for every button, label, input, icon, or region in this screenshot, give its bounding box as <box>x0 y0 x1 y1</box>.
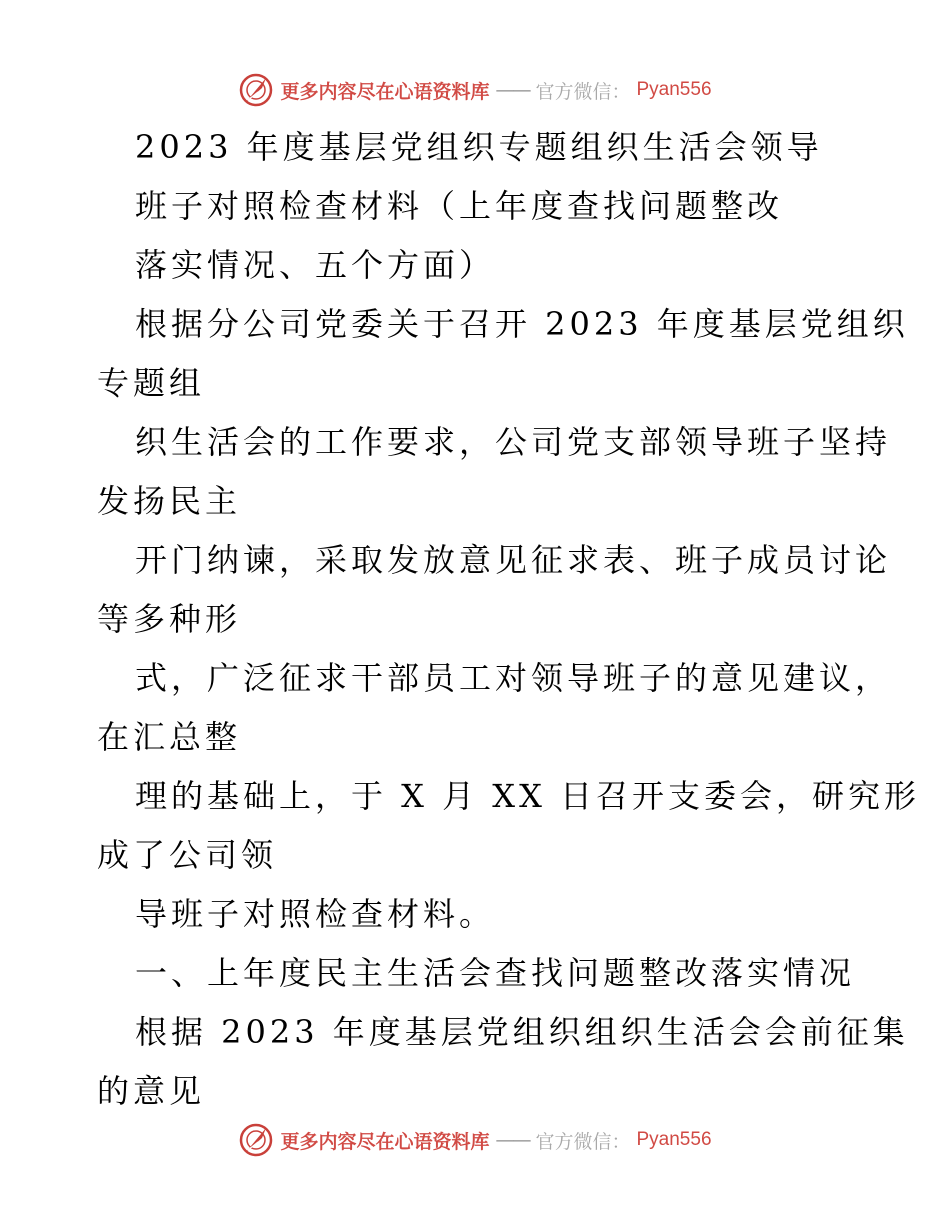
watermark-wechat-id: Pyan556 <box>636 1129 712 1150</box>
body-line: 专题组 <box>97 364 206 402</box>
title-line: 班子对照检查材料（上年度查找问题整改 <box>135 187 784 225</box>
body-line: 导班子对照检查材料。 <box>135 895 496 933</box>
watermark-label: 官方微信： <box>535 80 631 103</box>
body-line: 理的基础上，于 X 月 XX 日召开支委会，研究形 <box>135 777 921 815</box>
body-line: 成了公司领 <box>97 836 278 874</box>
watermark-brand-text: 更多内容尽在心语资料库 <box>280 1130 490 1153</box>
watermark-label: 官方微信： <box>535 1130 631 1153</box>
watermark-brand-text: 更多内容尽在心语资料库 <box>280 80 490 103</box>
body-line: 织生活会的工作要求，公司党支部领导班子坚持 <box>135 423 892 461</box>
watermark-wechat-id: Pyan556 <box>636 79 712 100</box>
body-line: 发扬民主 <box>97 482 242 520</box>
footer-watermark <box>0 1120 950 1160</box>
body-line: 根据分公司党委关于召开 2023 年度基层党组织 <box>135 305 909 343</box>
body-line: 根据 2023 年度基层党组织组织生活会会前征集 <box>135 1013 909 1051</box>
title-line: 落实情况、五个方面） <box>135 246 496 284</box>
body-line: 的意见 <box>97 1072 206 1110</box>
body-line: 开门纳谏，采取发放意见征求表、班子成员讨论 <box>135 541 892 579</box>
title-line: 2023 年度基层党组织专题组织生活会领导 <box>135 128 823 166</box>
body-line: 在汇总整 <box>97 718 242 756</box>
quill-seal-icon <box>238 1122 274 1158</box>
body-line: 等多种形 <box>97 600 242 638</box>
watermark-separator: —— <box>495 79 530 101</box>
body-line: 式，广泛征求干部员工对领导班子的意见建议， <box>135 659 892 697</box>
watermark-separator: —— <box>495 1129 530 1151</box>
section-heading: 一、上年度民主生活会查找问题整改落实情况 <box>135 954 856 992</box>
